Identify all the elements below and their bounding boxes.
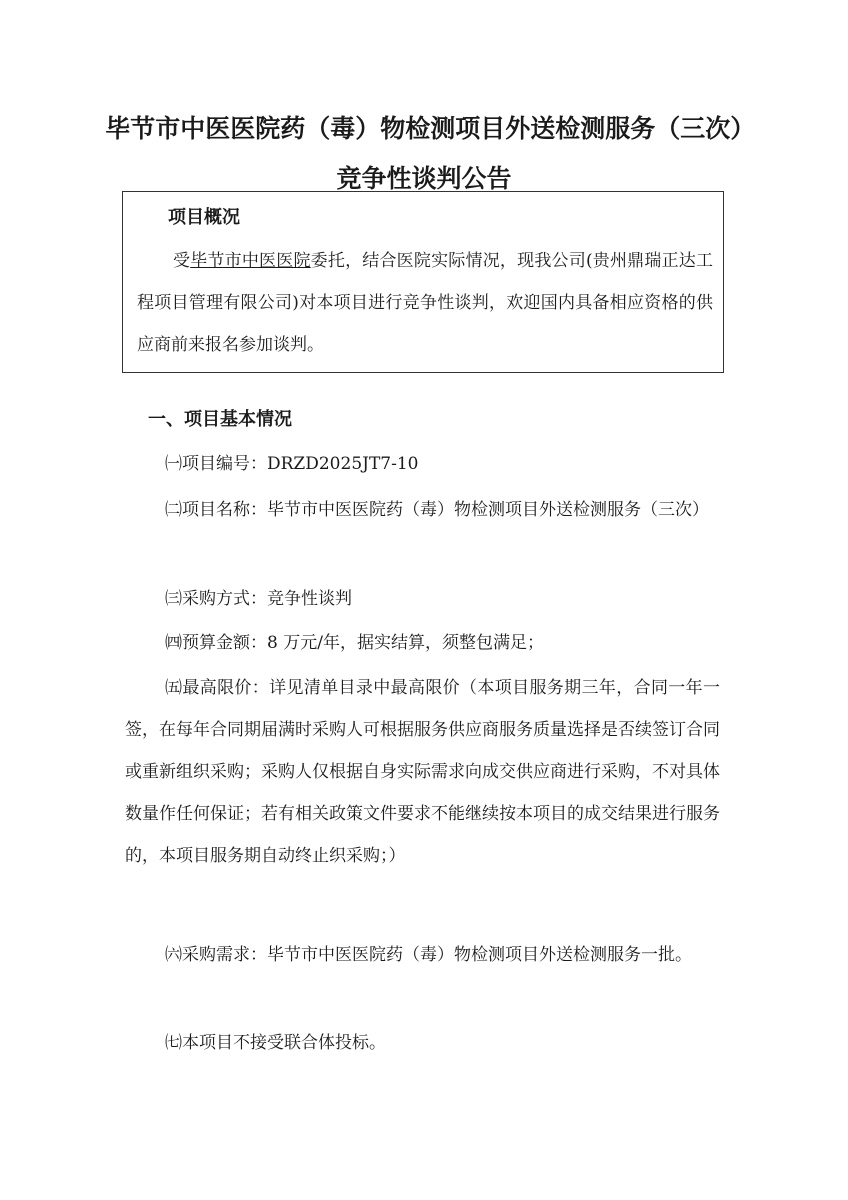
section-heading-basic-info: 一、项目基本情况 bbox=[148, 409, 292, 430]
item-number: ㈣ bbox=[165, 633, 182, 653]
item-text: 项目编号：DRZD2025JT7-10 bbox=[182, 454, 419, 474]
item-number: ㈡ bbox=[165, 500, 182, 520]
item-text: 采购方式：竞争性谈判 bbox=[182, 589, 352, 609]
item-project-name bbox=[125, 489, 720, 531]
item-number: ㈢ bbox=[165, 589, 182, 609]
item-text: 项目名称：毕节市中医医院药（毒）物检测项目外送检测服务（三次） bbox=[182, 500, 709, 520]
client-name: 毕节市中医医院 bbox=[190, 251, 311, 271]
item-number: ㈤ bbox=[165, 678, 183, 698]
overview-body-text: 委托，结合医院实际情况，现我公司(贵州鼎瑞正达工程项目管理有限公司)对本项目进行竞争性谈判，欢迎国内具备相应资格的供应商前来报名参加谈判。 bbox=[137, 251, 714, 355]
overview-prefix: 受 bbox=[173, 251, 191, 271]
item-budget bbox=[125, 622, 720, 664]
item-number: ㈥ bbox=[165, 945, 182, 965]
item-procurement-demand bbox=[125, 934, 720, 976]
item-procurement-method bbox=[125, 578, 720, 620]
item-number: ㈠ bbox=[165, 454, 182, 474]
item-text: 本项目不接受联合体投标。 bbox=[182, 1033, 386, 1053]
item-no-consortium bbox=[125, 1022, 720, 1064]
item-price-ceiling bbox=[125, 667, 720, 877]
overview-heading: 项目概况 bbox=[168, 207, 240, 228]
document-title: 毕节市中医医院药（毒）物检测项目外送检测服务（三次）竞争性谈判公告 bbox=[105, 114, 743, 193]
item-project-number bbox=[125, 443, 720, 485]
item-text: 最高限价：详见清单目录中最高限价（本项目服务期三年，合同一年一签，在每年合同期届满时采购人可根据服务供应商服务质量选择是否续签订合同或重新组织采购；采购人仅根据自身实际需求向成交供应商进行采购，不对具体数量作任何保证；若有相关政策文件要求不能继续按本项目的成交结果进行服务的，本项目服务期自动终止织采购；） bbox=[125, 678, 721, 866]
project-overview-box bbox=[122, 191, 724, 373]
item-number: ㈦ bbox=[165, 1033, 182, 1053]
overview-paragraph bbox=[137, 240, 713, 366]
item-text: 采购需求：毕节市中医医院药（毒）物检测项目外送检测服务一批。 bbox=[182, 945, 692, 965]
item-text: 预算金额：8 万元/年，据实结算，须整包满足； bbox=[182, 633, 544, 653]
